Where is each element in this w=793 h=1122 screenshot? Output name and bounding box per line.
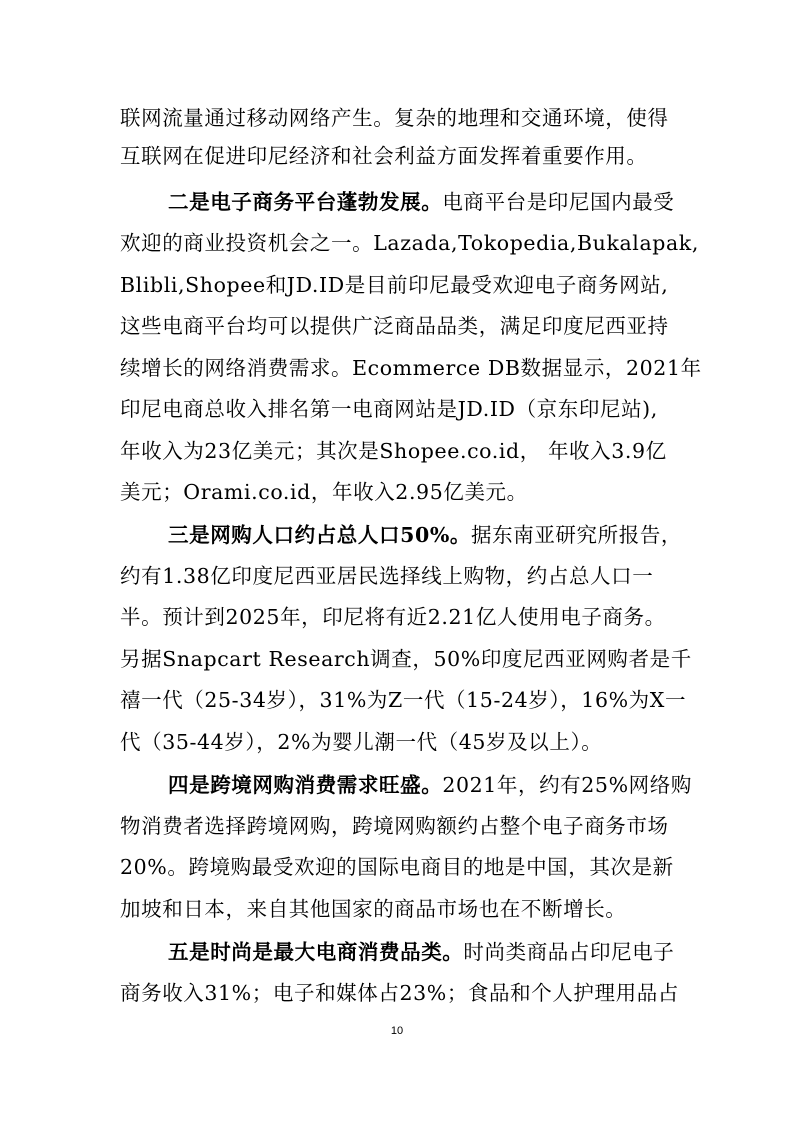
text-line	[120, 727, 793, 757]
text-line	[120, 477, 793, 507]
text-line	[120, 436, 793, 466]
text-line	[120, 103, 793, 133]
line-text: 续增长的网络消费需求。Ecommerce DB数据显示，2021年	[120, 356, 702, 380]
line-text: 这些电商平台均可以提供广泛商品品类，满足印度尼西亚持	[120, 314, 669, 338]
paragraph-first-line	[168, 937, 793, 967]
paragraph-heading: 三是网购人口约占总人口50%。	[168, 523, 472, 547]
line-text: 电商平台是印尼国内最受	[442, 190, 675, 214]
line-text: 代（35-44岁），2%为婴儿潮一代（45岁及以上）。	[120, 730, 603, 754]
text-line	[120, 811, 793, 841]
line-text: 加坡和日本，来自其他国家的商品市场也在不断增长。	[120, 897, 627, 921]
line-text: 物消费者选择跨境网购，跨境网购额约占整个电子商务市场	[120, 814, 669, 838]
line-text: 欢迎的商业投资机会之一。Lazada,Tokopedia,Bukalapak,	[120, 231, 699, 255]
page-number: 10	[390, 1025, 404, 1037]
text-line	[120, 353, 793, 383]
text-line	[120, 270, 793, 300]
line-text: 另据Snapcart Research调查，50%印度尼西亚网购者是千	[120, 647, 692, 671]
line-text: Blibli,Shopee和JD.ID是目前印尼最受欢迎电子商务网站,	[120, 273, 669, 297]
text-line	[120, 894, 793, 924]
paragraph-first-line	[168, 770, 793, 800]
paragraph-heading: 二是电子商务平台蓬勃发展。	[168, 190, 443, 214]
paragraph-first-line	[168, 187, 793, 217]
text-line	[120, 685, 793, 715]
text-line	[120, 228, 793, 258]
line-text: 2021年，约有25%网络购	[442, 773, 692, 797]
text-line	[120, 644, 793, 674]
text-line	[120, 602, 793, 632]
text-line	[120, 311, 793, 341]
line-text: 20%。跨境购最受欢迎的国际电商目的地是中国，其次是新	[120, 855, 674, 879]
text-line	[120, 394, 793, 424]
line-text: 美元；Orami.co.id，年收入2.95亿美元。	[120, 480, 528, 504]
line-text: 约有1.38亿印度尼西亚居民选择线上购物，约占总人口一	[120, 564, 654, 588]
paragraph-heading: 五是时尚是最大电商消费品类。	[168, 940, 464, 964]
text-line	[120, 561, 793, 591]
line-text: 半。预计到2025年，印尼将有近2.21亿人使用电子商务。	[120, 605, 666, 629]
text-line	[120, 978, 793, 1008]
line-text: 时尚类商品占印尼电子	[463, 940, 675, 964]
line-text: 印尼电商总收入排名第一电商网站是JD.ID（京东印尼站),	[120, 397, 658, 421]
line-text: 禧一代（25-34岁），31%为Z一代（15-24岁），16%为X一	[120, 688, 687, 712]
paragraph-first-line	[168, 520, 793, 550]
line-text: 互联网在促进印尼经济和社会利益方面发挥着重要作用。	[120, 144, 648, 168]
line-text: 据东南亚研究所报告，	[471, 523, 683, 547]
line-text: 年收入为23亿美元；其次是Shopee.co.id， 年收入3.9亿	[120, 439, 667, 463]
text-line	[120, 141, 793, 171]
paragraph-heading: 四是跨境网购消费需求旺盛。	[168, 773, 443, 797]
line-text: 联网流量通过移动网络产生。复杂的地理和交通环境，使得	[120, 106, 669, 130]
text-line	[120, 852, 793, 882]
line-text: 商务收入31%；电子和媒体占23%；食品和个人护理用品占	[120, 981, 679, 1005]
